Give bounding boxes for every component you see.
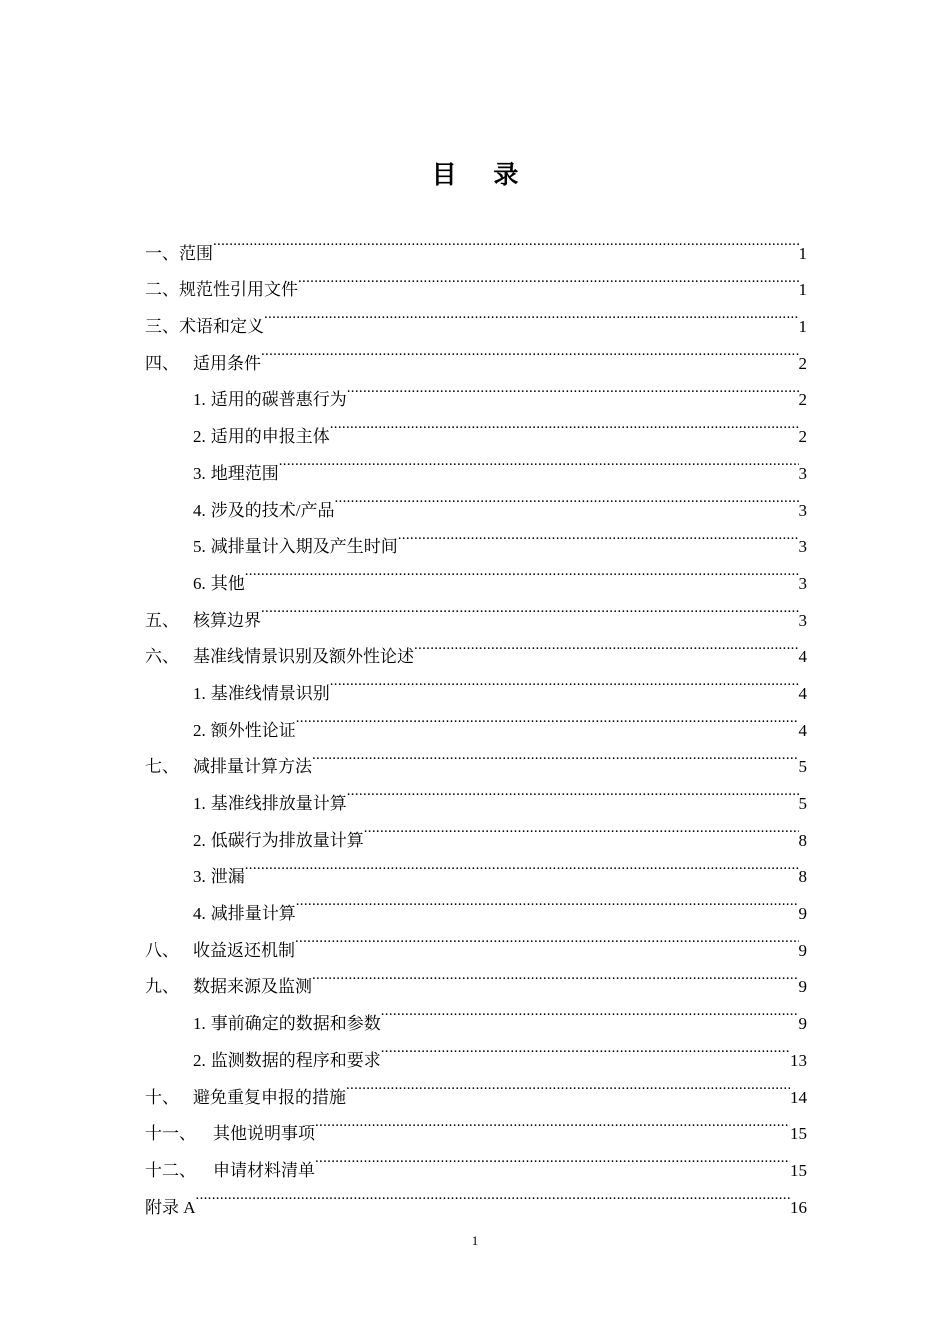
toc-entry-title: 适用的申报主体 xyxy=(210,427,330,447)
toc-entry-title: 附录 A xyxy=(145,1197,196,1217)
toc-entry-number: 2. xyxy=(193,1050,206,1070)
dot-leader xyxy=(364,809,799,846)
dot-leader xyxy=(213,222,799,259)
toc-entry[interactable] xyxy=(145,1176,807,1217)
toc-entry-number: 三、 xyxy=(145,317,179,337)
toc-entry-title: 术语和定义 xyxy=(179,317,264,337)
dot-leader xyxy=(261,589,799,626)
toc-entry-page: 9 xyxy=(798,904,807,924)
toc-entry-number: 十二、 xyxy=(145,1160,196,1180)
dot-leader xyxy=(295,919,799,956)
toc-entry-title: 其他 xyxy=(210,573,245,593)
toc-entry-page: 8 xyxy=(798,830,807,850)
dot-leader xyxy=(296,882,799,919)
toc-entry-page: 8 xyxy=(798,867,807,887)
toc-entry-page: 3 xyxy=(798,537,807,557)
dot-leader xyxy=(279,442,799,479)
toc-entry-number: 1. xyxy=(193,390,206,410)
toc-entry-number: 2. xyxy=(193,427,206,447)
toc-entry-page: 3 xyxy=(798,463,807,483)
dot-leader xyxy=(245,552,799,589)
dot-leader xyxy=(381,1029,790,1066)
toc-entry-title: 涉及的技术/产品 xyxy=(210,500,335,520)
toc-entry-page: 4 xyxy=(798,647,807,667)
toc-entry-page: 1 xyxy=(798,317,807,337)
toc-entry[interactable] xyxy=(145,259,807,300)
page-number: 1 xyxy=(471,1233,479,1248)
page-title: 目 录 xyxy=(431,160,533,189)
dot-leader xyxy=(381,992,799,1029)
toc-entry-page: 3 xyxy=(798,573,807,593)
toc-entry-number: 六、 xyxy=(145,647,179,667)
toc-entry-title: 低碳行为排放量计算 xyxy=(210,830,364,850)
toc-entry-title: 减排量计算 xyxy=(210,904,296,924)
toc-entry-number: 九、 xyxy=(145,977,179,997)
toc-entry-number: 3. xyxy=(193,463,206,483)
toc-entry-page: 2 xyxy=(798,427,807,447)
toc-entry-title: 监测数据的程序和要求 xyxy=(210,1050,381,1070)
toc-entry-number: 6. xyxy=(193,573,206,593)
toc-entry-title: 额外性论证 xyxy=(210,720,296,740)
dot-leader xyxy=(315,1139,790,1176)
toc-entry-number: 3. xyxy=(193,867,206,887)
dot-leader xyxy=(312,736,799,773)
toc-entry-page: 15 xyxy=(790,1160,807,1180)
toc-entry-title: 减排量计入期及产生时间 xyxy=(210,537,398,557)
toc-entry-title: 基准线情景识别 xyxy=(210,683,330,703)
toc-entry-title: 基准线情景识别及额外性论述 xyxy=(193,647,414,667)
dot-leader xyxy=(334,479,798,516)
dot-leader xyxy=(296,699,799,736)
toc-entry-page: 4 xyxy=(798,720,807,740)
toc-entry-number: 1. xyxy=(193,794,206,813)
toc-entry-page: 13 xyxy=(790,1050,807,1070)
toc-entry-page: 16 xyxy=(790,1197,807,1217)
dot-leader xyxy=(330,405,799,442)
toc-entry-number: 五、 xyxy=(145,610,179,630)
toc-entry-title: 其他说明事项 xyxy=(213,1124,315,1144)
toc-entry-page: 3 xyxy=(798,610,807,630)
toc-entry-number: 二、 xyxy=(145,280,179,300)
toc-entry-title: 申请材料清单 xyxy=(213,1160,315,1180)
toc-entry-number: 七、 xyxy=(145,757,179,777)
toc-entry-number: 十一、 xyxy=(145,1124,196,1144)
dot-leader xyxy=(315,1103,790,1140)
dot-leader xyxy=(347,772,799,809)
toc-entry-page: 9 xyxy=(798,940,807,960)
toc-entry-number: 八、 xyxy=(145,940,179,960)
toc-entry-title: 范围 xyxy=(179,243,213,263)
toc-entry-number: 2. xyxy=(193,830,206,850)
toc-entry[interactable] xyxy=(145,222,807,263)
dot-leader xyxy=(264,295,799,332)
toc-entry-number: 四、 xyxy=(145,353,179,373)
toc-entry-title: 避免重复申报的措施 xyxy=(193,1087,346,1107)
toc-entry-number: 5. xyxy=(193,537,206,557)
toc-entry-title: 地理范围 xyxy=(210,463,279,483)
toc-entry-title: 事前确定的数据和参数 xyxy=(210,1014,381,1034)
dot-leader xyxy=(414,626,799,663)
dot-leader xyxy=(312,956,799,993)
toc-entry-number: 十、 xyxy=(145,1087,179,1107)
toc-entry-page: 9 xyxy=(798,977,807,997)
toc-entry-title: 适用条件 xyxy=(193,353,261,373)
toc-entry-title: 适用的碳普惠行为 xyxy=(210,390,347,410)
dot-leader xyxy=(196,1176,790,1213)
toc-entry-page: 2 xyxy=(798,353,807,373)
toc-entry-number: 1. xyxy=(193,683,206,703)
toc-entry-page: 14 xyxy=(790,1087,807,1107)
toc-entry[interactable] xyxy=(145,846,807,887)
toc-entry-page: 4 xyxy=(798,683,807,703)
toc-entry-number: 2. xyxy=(193,720,206,740)
toc-entry-page: 5 xyxy=(798,757,807,777)
toc-entry-page: 15 xyxy=(790,1124,807,1144)
dot-leader xyxy=(261,332,799,369)
toc-entry-number: 4. xyxy=(193,500,206,520)
toc-entry-page: 2 xyxy=(798,390,807,410)
toc-entry-title: 核算边界 xyxy=(193,610,261,630)
toc-entry-title: 规范性引用文件 xyxy=(179,280,298,300)
toc-entry-number: 1. xyxy=(193,1014,206,1034)
dot-leader xyxy=(298,259,799,296)
toc-entry-page: 3 xyxy=(798,500,807,520)
toc-entry-title: 数据来源及监测 xyxy=(193,977,312,997)
dot-leader xyxy=(330,662,799,699)
toc-entry-page: 5 xyxy=(798,794,807,813)
toc-entry-number: 一、 xyxy=(145,243,179,263)
toc-entry-page: 9 xyxy=(798,1014,807,1034)
toc-entry[interactable] xyxy=(145,552,807,593)
toc-entry-title: 减排量计算方法 xyxy=(193,757,312,777)
dot-leader xyxy=(245,846,799,883)
toc-entry-title: 基准线排放量计算 xyxy=(210,794,347,813)
toc-entry-page: 1 xyxy=(798,280,807,300)
dot-leader xyxy=(347,369,799,406)
toc-entry-title: 收益返还机制 xyxy=(193,940,295,960)
toc-entry-title: 泄漏 xyxy=(210,867,245,887)
table-of-contents xyxy=(145,222,807,1217)
toc-entry-page: 1 xyxy=(798,243,807,263)
toc-entry-number: 4. xyxy=(193,904,206,924)
dot-leader xyxy=(346,1066,790,1103)
dot-leader xyxy=(398,516,799,553)
